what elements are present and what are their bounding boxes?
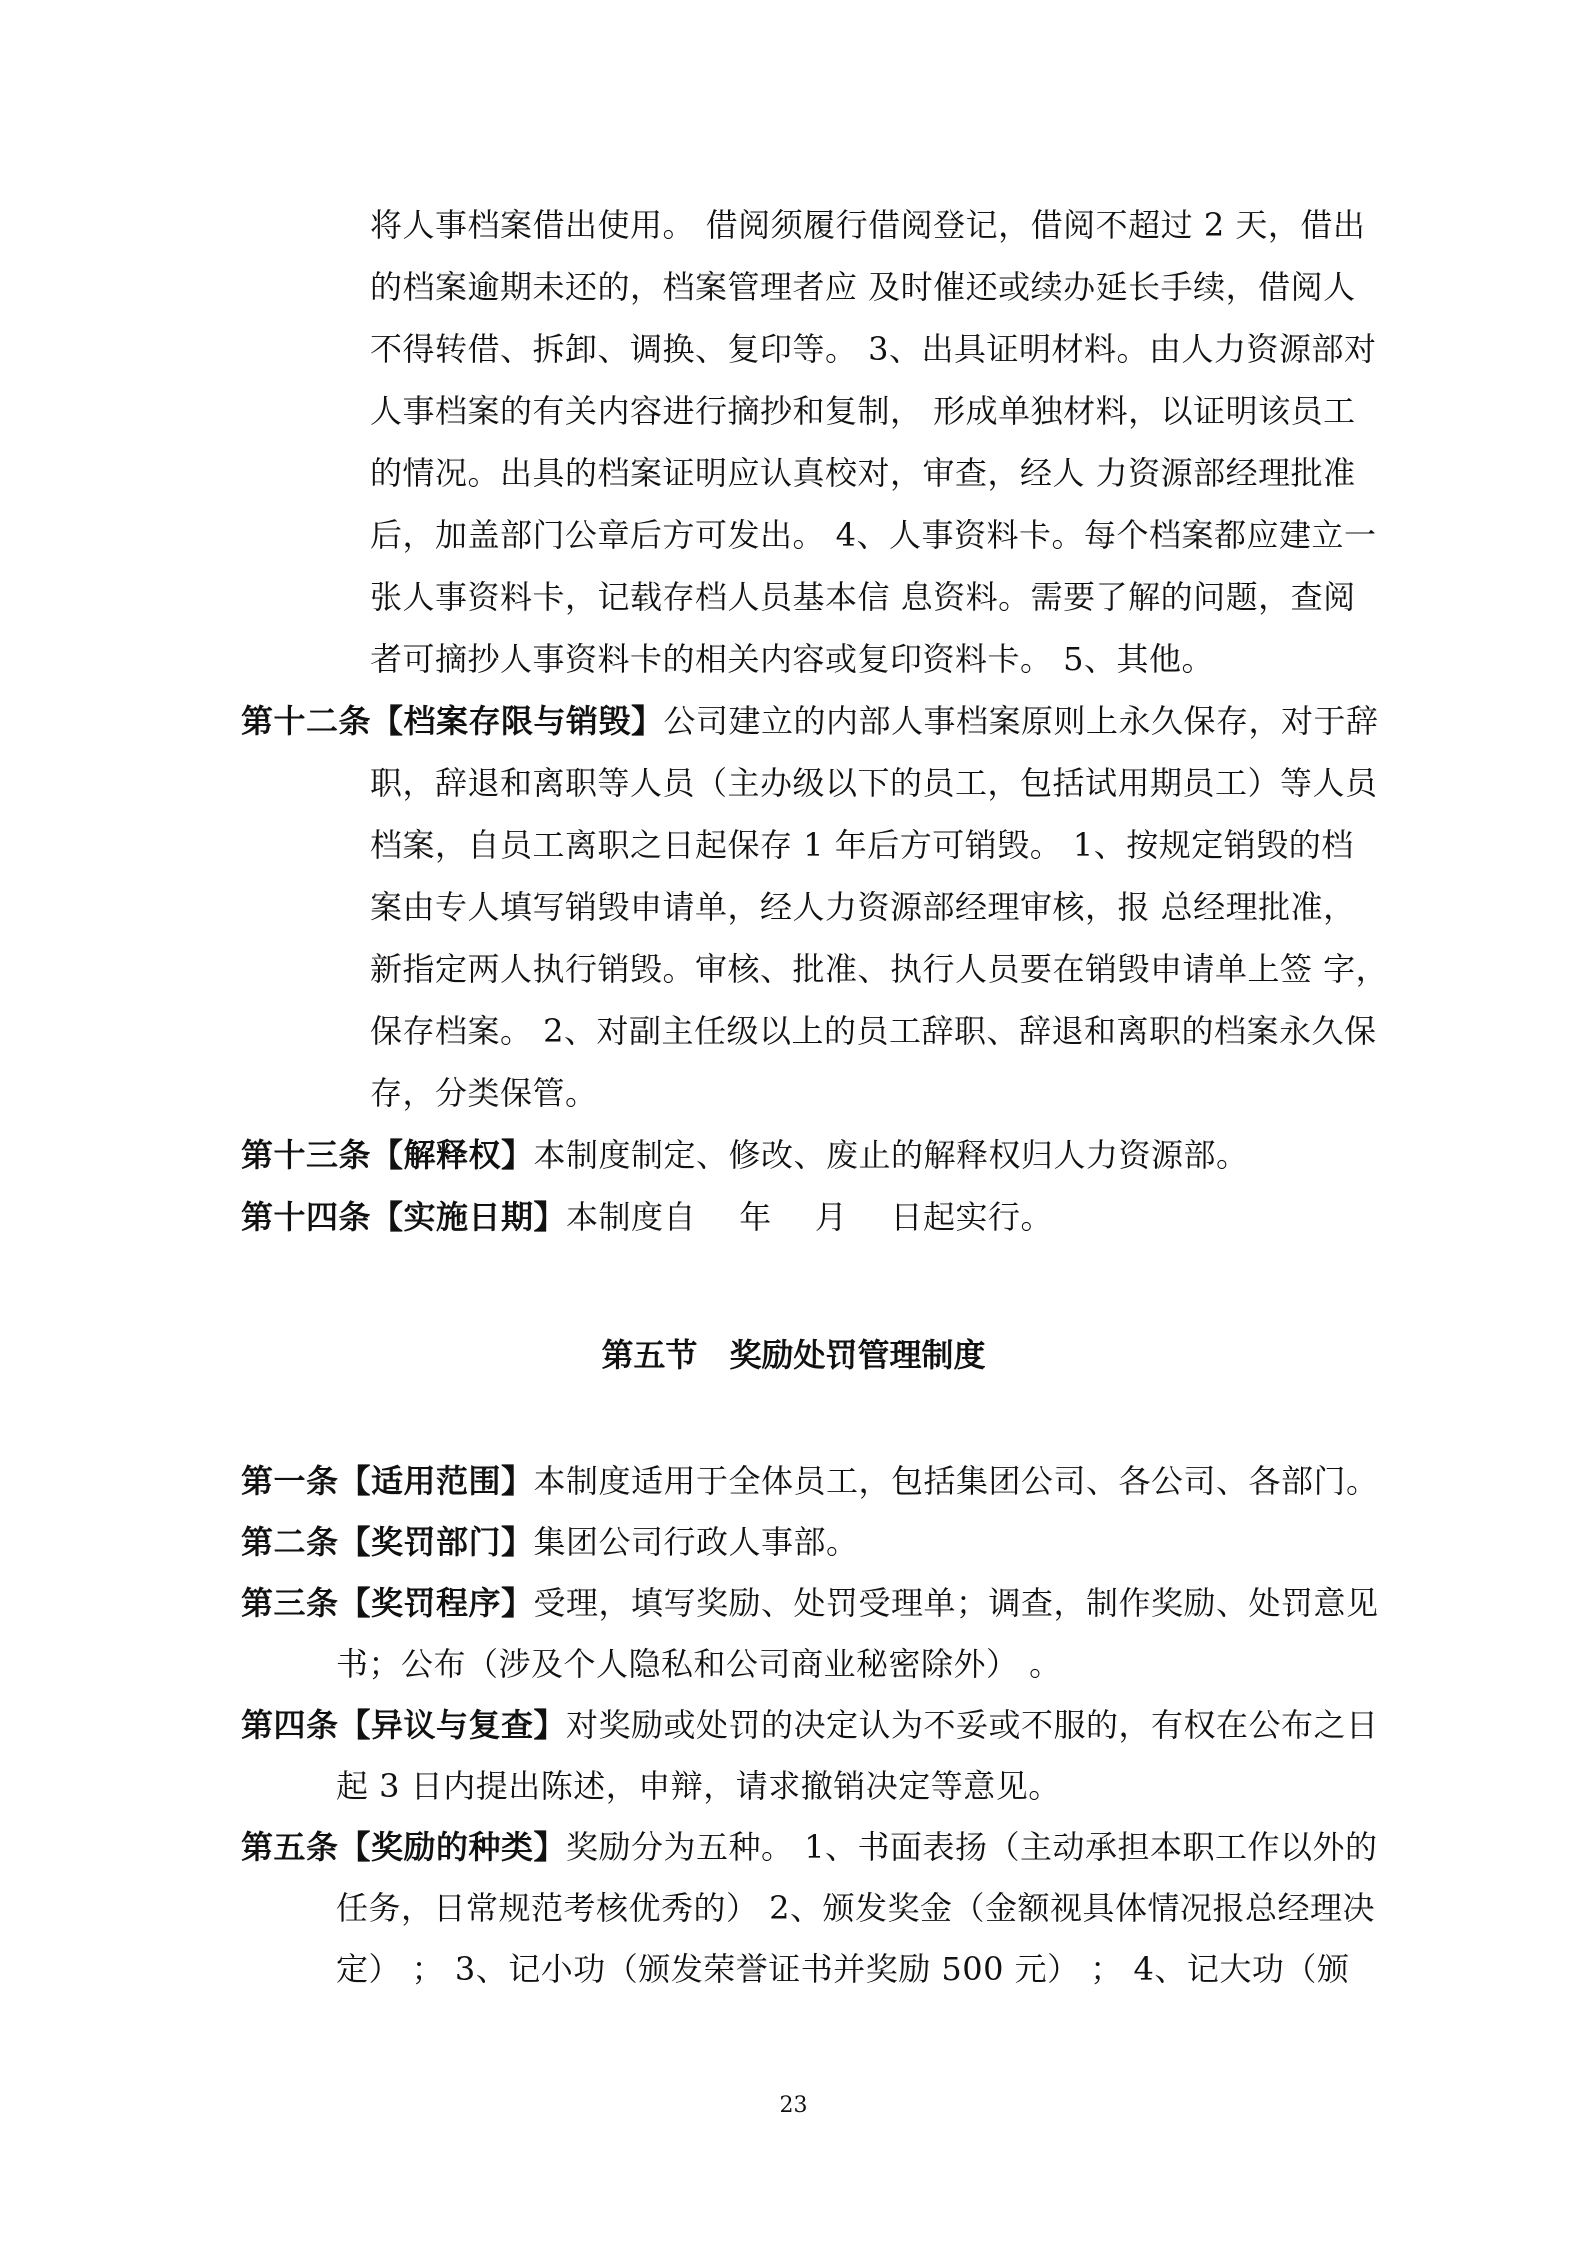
article-12-label: 第十二条【档案存限与销毁】	[241, 702, 664, 740]
article-14-label: 第十四条【实施日期】	[241, 1198, 567, 1236]
paragraph-line: 案由专人填写销毁申请单，经人力资源部经理审核，报 总经理批准，	[370, 888, 1356, 926]
section5-article-3-text: 受理，填写奖励、处罚受理单；调查，制作奖励、处罚意见	[533, 1584, 1379, 1622]
section5-article-3-label: 第三条【奖罚程序】	[241, 1584, 534, 1622]
paragraph-line: 新指定两人执行销毁。审核、批准、执行人员要在销毁申请单上签 字，	[370, 950, 1389, 988]
paragraph-line: 的情况。出具的档案证明应认真校对，审查，经人 力资源部经理批准	[370, 454, 1356, 492]
section5-article-1	[241, 1461, 1379, 1501]
section5-article-2-label: 第二条【奖罚部门】	[241, 1523, 534, 1561]
paragraph-line: 任务，日常规范考核优秀的） 2、颁发奖金（金额视具体情况报总经理决	[336, 1889, 1376, 1927]
paragraph-line: 职，辞退和离职等人员（主办级以下的员工，包括试用期员工）等人员	[370, 764, 1378, 802]
section5-article-4-text: 对奖励或处罚的决定认为不妥或不服的，有权在公布之日	[566, 1706, 1379, 1744]
article-14	[241, 1197, 1053, 1237]
section5-article-4-first-line	[241, 1705, 1379, 1745]
section5-article-4-label: 第四条【异议与复查】	[241, 1706, 567, 1744]
paragraph-line: 者可摘抄人事资料卡的相关内容或复印资料卡。 5、其他。	[370, 640, 1215, 678]
section5-article-1-label: 第一条【适用范围】	[241, 1462, 534, 1500]
section5-article-1-text: 本制度适用于全体员工，包括集团公司、各公司、各部门。	[533, 1462, 1379, 1500]
section5-article-5-label: 第五条【奖励的种类】	[241, 1828, 567, 1866]
paragraph-line: 张人事资料卡，记载存档人员基本信 息资料。需要了解的问题，查阅	[370, 578, 1356, 616]
article-13-text: 本制度制定、修改、废止的解释权归人力资源部。	[533, 1136, 1249, 1174]
paragraph-line: 不得转借、拆卸、调换、复印等。 3、出具证明材料。由人力资源部对	[370, 330, 1377, 368]
paragraph-line: 的档案逾期未还的，档案管理者应 及时催还或续办延长手续，借阅人	[370, 268, 1356, 306]
article-13-label: 第十三条【解释权】	[241, 1136, 534, 1174]
paragraph-line: 人事档案的有关内容进行摘抄和复制， 形成单独材料，以证明该员工	[370, 392, 1356, 430]
article-12-first-line	[241, 701, 1379, 741]
paragraph-line: 书；公布（涉及个人隐私和公司商业秘密除外） 。	[336, 1645, 1062, 1683]
article-12-text: 公司建立的内部人事档案原则上永久保存，对于辞	[663, 702, 1379, 740]
article-13	[241, 1135, 1249, 1175]
page-number: 23	[779, 2093, 808, 2118]
paragraph-line: 保存档案。 2、对副主任级以上的员工辞职、辞退和离职的档案永久保	[370, 1012, 1377, 1050]
paragraph-line: 将人事档案借出使用。 借阅须履行借阅登记，借阅不超过 2 天，借出	[370, 206, 1366, 244]
section5-article-5-text: 奖励分为五种。 1、书面表扬（主动承担本职工作以外的	[566, 1828, 1378, 1866]
paragraph-line: 起 3 日内提出陈述，申辩，请求撤销决定等意见。	[336, 1767, 1061, 1805]
section5-article-2	[241, 1522, 859, 1562]
section-title: 第五节 奖励处罚管理制度	[601, 1336, 986, 1374]
article-14-text: 本制度自 年 月 日起实行。	[566, 1198, 1054, 1236]
paragraph-line: 档案，自员工离职之日起保存 1 年后方可销毁。 1、按规定销毁的档	[370, 826, 1354, 864]
paragraph-line: 后，加盖部门公章后方可发出。 4、人事资料卡。每个档案都应建立一	[370, 516, 1377, 554]
section5-article-5-first-line	[241, 1827, 1378, 1867]
section5-article-2-text: 集团公司行政人事部。	[533, 1523, 859, 1561]
paragraph-line: 定） ； 3、记小功（颁发荣誉证书并奖励 500 元） ； 4、记大功（颁	[336, 1950, 1350, 1988]
section5-article-3-first-line	[241, 1583, 1379, 1623]
paragraph-line: 存，分类保管。	[370, 1074, 598, 1112]
